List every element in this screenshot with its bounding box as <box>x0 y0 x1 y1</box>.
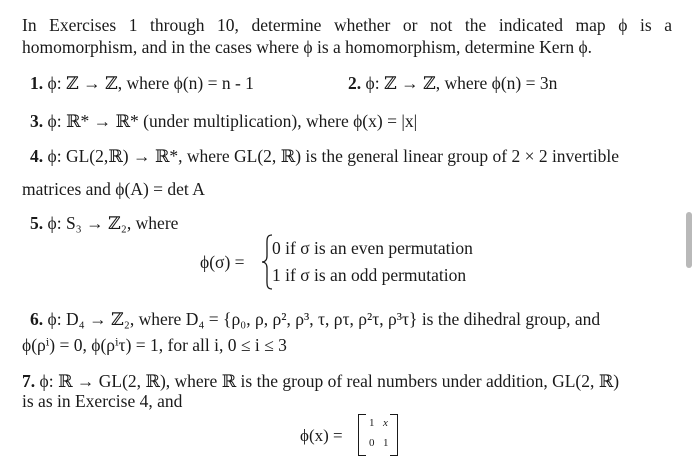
exercise-5-number: 5. <box>30 213 44 233</box>
piecewise-case-even: 0 if σ is an even permutation <box>272 238 473 258</box>
piecewise-lhs: ϕ(σ) = <box>200 252 245 272</box>
exercise-6 <box>30 308 600 330</box>
intro-paragraph: In Exercises 1 through 10, determine whether or not the indicated map ϕ is a homomorphism, and in the cases where ϕ is a homomorphism, determine Kern ϕ. <box>22 15 672 57</box>
matrix-cell-12: x <box>383 417 388 429</box>
exercise-5 <box>30 212 178 234</box>
exercise-2-text: ϕ: ℤ → ℤ, where ϕ(n) = 3n <box>361 73 558 93</box>
exercise-6-text: ϕ: D₄ → ℤ₂, where D₄ = {ρ₀, ρ, ρ², ρ³, τ, ρτ, ρ²τ, ρ³τ} is the dihedral group, and <box>43 309 601 329</box>
exercise-3 <box>30 110 417 132</box>
exercise-1-text: ϕ: ℤ → ℤ, where ϕ(n) = n - 1 <box>43 73 254 93</box>
exercise-3-text: ϕ: ℝ* → ℝ* (under multiplication), where ϕ(x) = |x| <box>43 111 418 131</box>
matrix-left-bracket <box>358 414 366 456</box>
matrix-cell-21: 0 <box>369 437 375 449</box>
exercise-4-continuation: matrices and ϕ(A) = det A <box>22 179 205 199</box>
matrix-cell-22: 1 <box>383 437 389 449</box>
matrix-right-bracket <box>390 414 398 456</box>
matrix-lhs: ϕ(x) = <box>300 426 343 445</box>
piecewise-case-odd: 1 if σ is an odd permutation <box>272 265 467 285</box>
exercise-2-number: 2. <box>348 73 362 93</box>
vertical-scrollbar[interactable] <box>686 212 692 268</box>
exercise-5-text: ϕ: S₃ → ℤ₂, where <box>43 213 179 233</box>
exercise-4-number: 4. <box>30 146 44 166</box>
exercise-1 <box>30 72 254 94</box>
exercise-1-number: 1. <box>30 73 44 93</box>
exercise-6-number: 6. <box>30 309 44 329</box>
exercise-7-number: 7. <box>22 371 36 391</box>
exercise-7 <box>22 370 619 392</box>
exercise-7-text: ϕ: ℝ → GL(2, ℝ), where ℝ is the group of real numbers under addition, GL(2, ℝ) <box>35 371 620 391</box>
exercise-4 <box>30 145 619 167</box>
matrix-cell-11: 1 <box>369 417 375 429</box>
exercise-4-text: ϕ: GL(2,ℝ) → ℝ*, where GL(2, ℝ) is the general linear group of 2 × 2 invertible <box>43 146 620 166</box>
exercise-7-continuation: is as in Exercise 4, and <box>22 391 183 411</box>
exercise-6-continuation: ϕ(ρⁱ) = 0, ϕ(ρⁱτ) = 1, for all i, 0 ≤ i ≤ 3 <box>22 335 287 355</box>
exercise-3-number: 3. <box>30 111 44 131</box>
exercise-2 <box>348 72 557 94</box>
